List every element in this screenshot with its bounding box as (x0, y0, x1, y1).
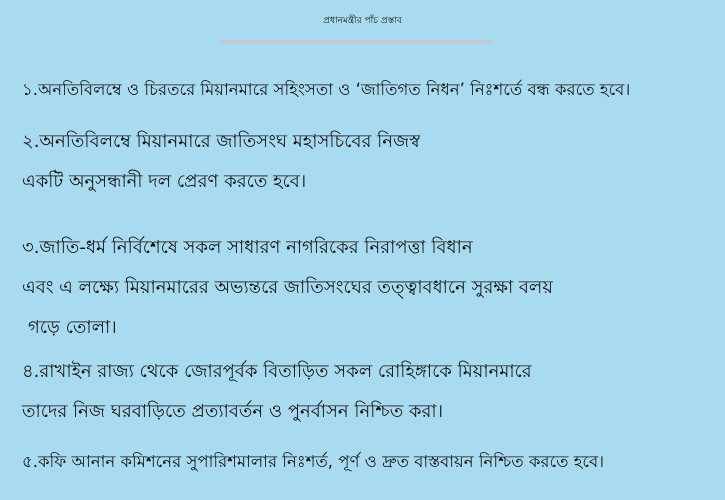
proposal-2 (22, 122, 712, 202)
proposal-3 (22, 228, 712, 348)
proposal-3-line-2: এবং এ লক্ষ্যে মিয়ানমারের অভ্যন্তরে জাতিসংঘের তত্ত্বাবধানে সুরক্ষা বলয় (22, 277, 553, 298)
page-title: প্রধানমন্ত্রীর পাঁচ প্রস্তাব (323, 16, 402, 26)
proposal-3-line-3: গড়ে তোলা। (28, 317, 117, 338)
proposal-4 (22, 352, 712, 432)
proposal-1 (22, 70, 712, 110)
proposal-2-line-1: ২.অনতিবিলম্বে মিয়ানমারে জাতিসংঘ মহাসচিবের নিজস্ব (22, 131, 421, 152)
proposal-3-line-1: ৩.জাতি-ধর্ম নির্বিশেষে সকল সাধারণ নাগরিকের নিরাপত্তা বিধান (22, 237, 473, 258)
proposal-5-line-1: ৫.কফি আনান কমিশনের সুপারিশমালার নিঃশর্ত, পূর্ণ ও দ্রুত বাস্তবায়ন নিশ্চিত করতে হবে। (22, 452, 605, 471)
proposal-1-line-1: ১.অনতিবিলম্বে ও চিরতরে মিয়ানমারে সহিংসতা ও ‘জাতিগত নিধন’ নিঃশর্তে বন্ধ করতে হবে। (22, 80, 631, 99)
proposal-5 (22, 442, 712, 482)
title-underline (220, 40, 492, 43)
proposal-4-line-1: ৪.রাখাইন রাজ্য থেকে জোরপূর্বক বিতাড়িত সকল রোহিঙ্গাকে মিয়ানমারে (22, 361, 532, 382)
proposal-4-line-2: তাদের নিজ ঘরবাড়িতে প্রত্যাবর্তন ও পুনর্বাসন নিশ্চিত করা। (22, 401, 444, 422)
proposal-2-line-2: একটি অনুসন্ধানী দল প্রেরণ করতে হবে। (22, 171, 307, 192)
